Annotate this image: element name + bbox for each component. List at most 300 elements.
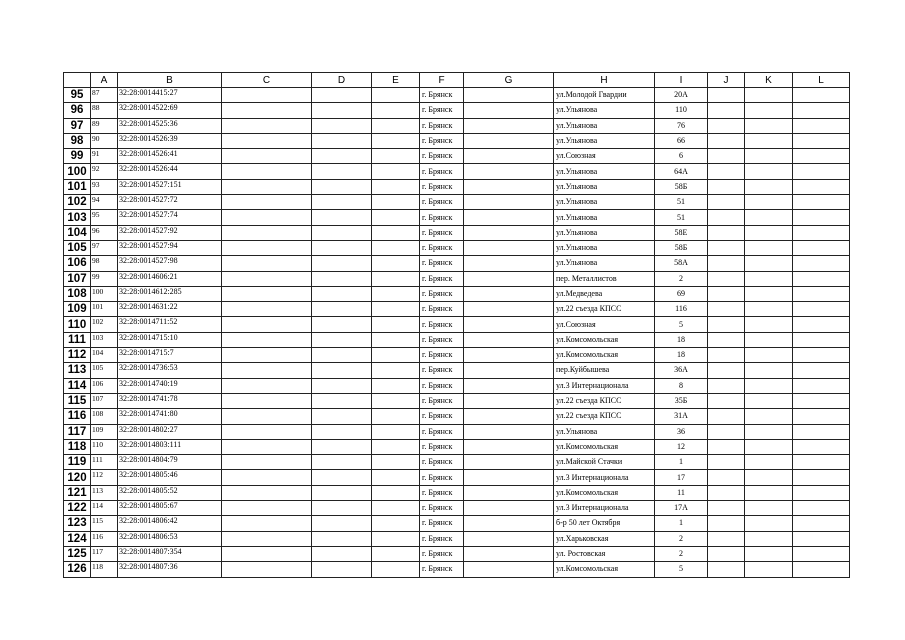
cell-k[interactable] — [745, 317, 793, 332]
cell-j[interactable] — [708, 378, 745, 393]
cell-a[interactable]: 109 — [91, 424, 118, 439]
cell-f[interactable]: г. Брянск — [420, 103, 464, 118]
cell-j[interactable] — [708, 562, 745, 577]
cell-h[interactable]: ул.Ульянова — [554, 424, 655, 439]
row-number[interactable]: 111 — [64, 332, 91, 347]
cell-e[interactable] — [372, 409, 420, 424]
cell-a[interactable]: 103 — [91, 332, 118, 347]
cell-k[interactable] — [745, 240, 793, 255]
cell-e[interactable] — [372, 562, 420, 577]
cell-h[interactable]: ул.Комсомольская — [554, 348, 655, 363]
cell-e[interactable] — [372, 210, 420, 225]
cell-i[interactable]: 8 — [655, 378, 708, 393]
cell-i[interactable]: 1 — [655, 455, 708, 470]
cell-h[interactable]: ул.Комсомольская — [554, 562, 655, 577]
cell-g[interactable] — [464, 501, 554, 516]
cell-d[interactable] — [312, 393, 372, 408]
cell-d[interactable] — [312, 470, 372, 485]
cell-f[interactable]: г. Брянск — [420, 393, 464, 408]
cell-a[interactable]: 112 — [91, 470, 118, 485]
cell-b[interactable]: 32:28:0014736:53 — [118, 363, 222, 378]
cell-k[interactable] — [745, 531, 793, 546]
cell-b[interactable]: 32:28:0014805:52 — [118, 485, 222, 500]
cell-h[interactable]: ул.Молодой Гвардии — [554, 88, 655, 103]
cell-f[interactable]: г. Брянск — [420, 562, 464, 577]
cell-j[interactable] — [708, 455, 745, 470]
cell-k[interactable] — [745, 179, 793, 194]
cell-a[interactable]: 87 — [91, 88, 118, 103]
cell-l[interactable] — [793, 562, 850, 577]
cell-i[interactable]: 17 — [655, 470, 708, 485]
cell-f[interactable]: г. Брянск — [420, 164, 464, 179]
cell-l[interactable] — [793, 455, 850, 470]
column-header-k[interactable]: K — [745, 73, 793, 88]
cell-g[interactable] — [464, 516, 554, 531]
cell-c[interactable] — [222, 393, 312, 408]
cell-b[interactable]: 32:28:0014525:36 — [118, 118, 222, 133]
cell-k[interactable] — [745, 164, 793, 179]
cell-g[interactable] — [464, 133, 554, 148]
row-number[interactable]: 99 — [64, 149, 91, 164]
cell-e[interactable] — [372, 118, 420, 133]
cell-d[interactable] — [312, 424, 372, 439]
cell-e[interactable] — [372, 286, 420, 301]
row-number[interactable]: 96 — [64, 103, 91, 118]
cell-f[interactable]: г. Брянск — [420, 409, 464, 424]
cell-k[interactable] — [745, 485, 793, 500]
cell-e[interactable] — [372, 179, 420, 194]
cell-l[interactable] — [793, 470, 850, 485]
cell-c[interactable] — [222, 133, 312, 148]
cell-k[interactable] — [745, 286, 793, 301]
row-number[interactable]: 115 — [64, 393, 91, 408]
corner-cell[interactable] — [64, 73, 91, 88]
cell-i[interactable]: 17А — [655, 501, 708, 516]
cell-d[interactable] — [312, 240, 372, 255]
cell-b[interactable]: 32:28:0014527:72 — [118, 195, 222, 210]
cell-c[interactable] — [222, 378, 312, 393]
cell-l[interactable] — [793, 103, 850, 118]
cell-i[interactable]: 66 — [655, 133, 708, 148]
cell-g[interactable] — [464, 286, 554, 301]
cell-a[interactable]: 115 — [91, 516, 118, 531]
cell-h[interactable]: ул.Майской Стачки — [554, 455, 655, 470]
cell-b[interactable]: 32:28:0014526:39 — [118, 133, 222, 148]
cell-a[interactable]: 91 — [91, 149, 118, 164]
cell-a[interactable]: 105 — [91, 363, 118, 378]
cell-l[interactable] — [793, 133, 850, 148]
cell-b[interactable]: 32:28:0014527:151 — [118, 179, 222, 194]
cell-e[interactable] — [372, 225, 420, 240]
cell-d[interactable] — [312, 317, 372, 332]
cell-l[interactable] — [793, 195, 850, 210]
cell-i[interactable]: 69 — [655, 286, 708, 301]
row-number[interactable]: 109 — [64, 302, 91, 317]
cell-g[interactable] — [464, 470, 554, 485]
row-number[interactable]: 125 — [64, 546, 91, 561]
cell-h[interactable]: ул.Ульянова — [554, 240, 655, 255]
cell-g[interactable] — [464, 424, 554, 439]
cell-k[interactable] — [745, 195, 793, 210]
cell-l[interactable] — [793, 271, 850, 286]
cell-i[interactable]: 51 — [655, 210, 708, 225]
cell-j[interactable] — [708, 424, 745, 439]
cell-c[interactable] — [222, 409, 312, 424]
cell-d[interactable] — [312, 210, 372, 225]
cell-b[interactable]: 32:28:0014711:52 — [118, 317, 222, 332]
column-header-i[interactable]: I — [655, 73, 708, 88]
cell-j[interactable] — [708, 133, 745, 148]
cell-l[interactable] — [793, 88, 850, 103]
cell-g[interactable] — [464, 149, 554, 164]
cell-a[interactable]: 93 — [91, 179, 118, 194]
cell-k[interactable] — [745, 562, 793, 577]
cell-e[interactable] — [372, 424, 420, 439]
cell-e[interactable] — [372, 378, 420, 393]
cell-d[interactable] — [312, 271, 372, 286]
cell-e[interactable] — [372, 516, 420, 531]
cell-a[interactable]: 116 — [91, 531, 118, 546]
cell-h[interactable]: ул.Медведева — [554, 286, 655, 301]
cell-f[interactable]: г. Брянск — [420, 133, 464, 148]
cell-h[interactable]: ул.Ульянова — [554, 225, 655, 240]
cell-e[interactable] — [372, 332, 420, 347]
cell-k[interactable] — [745, 149, 793, 164]
column-header-f[interactable]: F — [420, 73, 464, 88]
column-header-a[interactable]: A — [91, 73, 118, 88]
cell-j[interactable] — [708, 531, 745, 546]
cell-f[interactable]: г. Брянск — [420, 378, 464, 393]
cell-f[interactable]: г. Брянск — [420, 179, 464, 194]
cell-l[interactable] — [793, 164, 850, 179]
cell-f[interactable]: г. Брянск — [420, 439, 464, 454]
cell-l[interactable] — [793, 393, 850, 408]
cell-e[interactable] — [372, 302, 420, 317]
cell-c[interactable] — [222, 501, 312, 516]
cell-h[interactable]: ул.Комсомольская — [554, 485, 655, 500]
cell-j[interactable] — [708, 439, 745, 454]
cell-f[interactable]: г. Брянск — [420, 470, 464, 485]
row-number[interactable]: 124 — [64, 531, 91, 546]
cell-i[interactable]: 51 — [655, 195, 708, 210]
cell-j[interactable] — [708, 332, 745, 347]
cell-d[interactable] — [312, 256, 372, 271]
cell-b[interactable]: 32:28:0014527:98 — [118, 256, 222, 271]
cell-k[interactable] — [745, 103, 793, 118]
cell-h[interactable]: пер.Куйбышева — [554, 363, 655, 378]
cell-k[interactable] — [745, 378, 793, 393]
cell-a[interactable]: 118 — [91, 562, 118, 577]
cell-j[interactable] — [708, 516, 745, 531]
cell-h[interactable]: ул.Ульянова — [554, 256, 655, 271]
cell-c[interactable] — [222, 562, 312, 577]
cell-l[interactable] — [793, 485, 850, 500]
cell-b[interactable]: 32:28:0014807:36 — [118, 562, 222, 577]
cell-c[interactable] — [222, 302, 312, 317]
cell-e[interactable] — [372, 470, 420, 485]
cell-d[interactable] — [312, 88, 372, 103]
cell-i[interactable]: 110 — [655, 103, 708, 118]
row-number[interactable]: 112 — [64, 348, 91, 363]
cell-l[interactable] — [793, 348, 850, 363]
cell-c[interactable] — [222, 179, 312, 194]
cell-a[interactable]: 113 — [91, 485, 118, 500]
cell-d[interactable] — [312, 562, 372, 577]
cell-c[interactable] — [222, 271, 312, 286]
cell-c[interactable] — [222, 149, 312, 164]
cell-i[interactable]: 11 — [655, 485, 708, 500]
cell-h[interactable]: ул.Ульянова — [554, 179, 655, 194]
cell-h[interactable]: ул.Союзная — [554, 149, 655, 164]
cell-d[interactable] — [312, 439, 372, 454]
cell-e[interactable] — [372, 133, 420, 148]
cell-b[interactable]: 32:28:0014526:41 — [118, 149, 222, 164]
cell-h[interactable]: ул.3 Интернационала — [554, 378, 655, 393]
cell-i[interactable]: 2 — [655, 546, 708, 561]
cell-l[interactable] — [793, 516, 850, 531]
cell-k[interactable] — [745, 210, 793, 225]
cell-f[interactable]: г. Брянск — [420, 302, 464, 317]
row-number[interactable]: 116 — [64, 409, 91, 424]
cell-e[interactable] — [372, 164, 420, 179]
cell-a[interactable]: 89 — [91, 118, 118, 133]
column-header-l[interactable]: L — [793, 73, 850, 88]
cell-d[interactable] — [312, 531, 372, 546]
cell-k[interactable] — [745, 332, 793, 347]
cell-g[interactable] — [464, 562, 554, 577]
cell-d[interactable] — [312, 516, 372, 531]
cell-k[interactable] — [745, 470, 793, 485]
row-number[interactable]: 100 — [64, 164, 91, 179]
cell-e[interactable] — [372, 531, 420, 546]
cell-l[interactable] — [793, 363, 850, 378]
cell-k[interactable] — [745, 409, 793, 424]
cell-j[interactable] — [708, 225, 745, 240]
cell-d[interactable] — [312, 149, 372, 164]
cell-e[interactable] — [372, 393, 420, 408]
cell-g[interactable] — [464, 317, 554, 332]
cell-j[interactable] — [708, 348, 745, 363]
cell-e[interactable] — [372, 485, 420, 500]
cell-e[interactable] — [372, 317, 420, 332]
cell-k[interactable] — [745, 225, 793, 240]
row-number[interactable]: 103 — [64, 210, 91, 225]
cell-e[interactable] — [372, 149, 420, 164]
cell-j[interactable] — [708, 256, 745, 271]
cell-g[interactable] — [464, 195, 554, 210]
cell-d[interactable] — [312, 485, 372, 500]
cell-f[interactable]: г. Брянск — [420, 210, 464, 225]
cell-c[interactable] — [222, 470, 312, 485]
cell-a[interactable]: 99 — [91, 271, 118, 286]
cell-f[interactable]: г. Брянск — [420, 317, 464, 332]
cell-b[interactable]: 32:28:0014715:10 — [118, 332, 222, 347]
cell-k[interactable] — [745, 88, 793, 103]
cell-b[interactable]: 32:28:0014804:79 — [118, 455, 222, 470]
cell-j[interactable] — [708, 286, 745, 301]
cell-h[interactable]: ул.22 съезда КПСС — [554, 302, 655, 317]
cell-i[interactable]: 6 — [655, 149, 708, 164]
cell-c[interactable] — [222, 164, 312, 179]
cell-a[interactable]: 107 — [91, 393, 118, 408]
cell-k[interactable] — [745, 439, 793, 454]
cell-d[interactable] — [312, 378, 372, 393]
cell-f[interactable]: г. Брянск — [420, 286, 464, 301]
cell-c[interactable] — [222, 240, 312, 255]
cell-f[interactable]: г. Брянск — [420, 332, 464, 347]
cell-a[interactable]: 110 — [91, 439, 118, 454]
cell-j[interactable] — [708, 240, 745, 255]
cell-g[interactable] — [464, 546, 554, 561]
cell-i[interactable]: 31А — [655, 409, 708, 424]
cell-k[interactable] — [745, 455, 793, 470]
cell-e[interactable] — [372, 546, 420, 561]
cell-l[interactable] — [793, 378, 850, 393]
cell-i[interactable]: 2 — [655, 531, 708, 546]
cell-k[interactable] — [745, 133, 793, 148]
cell-j[interactable] — [708, 195, 745, 210]
cell-h[interactable]: пер. Металлистов — [554, 271, 655, 286]
row-number[interactable]: 123 — [64, 516, 91, 531]
cell-k[interactable] — [745, 393, 793, 408]
cell-i[interactable]: 76 — [655, 118, 708, 133]
cell-e[interactable] — [372, 103, 420, 118]
cell-c[interactable] — [222, 103, 312, 118]
cell-g[interactable] — [464, 225, 554, 240]
cell-i[interactable]: 64А — [655, 164, 708, 179]
cell-g[interactable] — [464, 363, 554, 378]
cell-c[interactable] — [222, 531, 312, 546]
cell-g[interactable] — [464, 210, 554, 225]
row-number[interactable]: 98 — [64, 133, 91, 148]
cell-b[interactable]: 32:28:0014740:19 — [118, 378, 222, 393]
cell-b[interactable]: 32:28:0014806:42 — [118, 516, 222, 531]
cell-f[interactable]: г. Брянск — [420, 225, 464, 240]
cell-g[interactable] — [464, 393, 554, 408]
row-number[interactable]: 107 — [64, 271, 91, 286]
cell-g[interactable] — [464, 256, 554, 271]
row-number[interactable]: 104 — [64, 225, 91, 240]
cell-d[interactable] — [312, 348, 372, 363]
cell-g[interactable] — [464, 439, 554, 454]
cell-g[interactable] — [464, 302, 554, 317]
cell-g[interactable] — [464, 271, 554, 286]
cell-j[interactable] — [708, 546, 745, 561]
cell-i[interactable]: 35Б — [655, 393, 708, 408]
cell-a[interactable]: 97 — [91, 240, 118, 255]
cell-c[interactable] — [222, 256, 312, 271]
column-header-j[interactable]: J — [708, 73, 745, 88]
cell-h[interactable]: ул.3 Интернационала — [554, 501, 655, 516]
cell-j[interactable] — [708, 485, 745, 500]
cell-i[interactable]: 12 — [655, 439, 708, 454]
cell-c[interactable] — [222, 424, 312, 439]
cell-d[interactable] — [312, 455, 372, 470]
cell-e[interactable] — [372, 363, 420, 378]
cell-g[interactable] — [464, 485, 554, 500]
cell-c[interactable] — [222, 546, 312, 561]
cell-b[interactable]: 32:28:0014805:67 — [118, 501, 222, 516]
row-number[interactable]: 106 — [64, 256, 91, 271]
row-number[interactable]: 114 — [64, 378, 91, 393]
cell-l[interactable] — [793, 149, 850, 164]
cell-f[interactable]: г. Брянск — [420, 118, 464, 133]
cell-a[interactable]: 102 — [91, 317, 118, 332]
cell-i[interactable]: 5 — [655, 562, 708, 577]
cell-l[interactable] — [793, 439, 850, 454]
column-header-d[interactable]: D — [312, 73, 372, 88]
cell-a[interactable]: 100 — [91, 286, 118, 301]
cell-f[interactable]: г. Брянск — [420, 455, 464, 470]
cell-e[interactable] — [372, 348, 420, 363]
cell-b[interactable]: 32:28:0014612:285 — [118, 286, 222, 301]
cell-e[interactable] — [372, 240, 420, 255]
cell-e[interactable] — [372, 195, 420, 210]
cell-a[interactable]: 108 — [91, 409, 118, 424]
cell-h[interactable]: ул.Ульянова — [554, 118, 655, 133]
cell-l[interactable] — [793, 531, 850, 546]
cell-d[interactable] — [312, 501, 372, 516]
cell-b[interactable]: 32:28:0014715:7 — [118, 348, 222, 363]
cell-j[interactable] — [708, 393, 745, 408]
cell-f[interactable]: г. Брянск — [420, 501, 464, 516]
row-number[interactable]: 119 — [64, 455, 91, 470]
cell-l[interactable] — [793, 179, 850, 194]
cell-b[interactable]: 32:28:0014415:27 — [118, 88, 222, 103]
cell-j[interactable] — [708, 317, 745, 332]
cell-j[interactable] — [708, 103, 745, 118]
cell-d[interactable] — [312, 118, 372, 133]
cell-c[interactable] — [222, 88, 312, 103]
cell-a[interactable]: 111 — [91, 455, 118, 470]
cell-h[interactable]: ул.22 съезда КПСС — [554, 409, 655, 424]
row-number[interactable]: 117 — [64, 424, 91, 439]
cell-h[interactable]: ул.Харьковская — [554, 531, 655, 546]
cell-a[interactable]: 104 — [91, 348, 118, 363]
cell-f[interactable]: г. Брянск — [420, 424, 464, 439]
cell-e[interactable] — [372, 455, 420, 470]
cell-c[interactable] — [222, 210, 312, 225]
cell-d[interactable] — [312, 302, 372, 317]
cell-e[interactable] — [372, 501, 420, 516]
cell-j[interactable] — [708, 271, 745, 286]
cell-f[interactable]: г. Брянск — [420, 485, 464, 500]
cell-i[interactable]: 36А — [655, 363, 708, 378]
cell-b[interactable]: 32:28:0014527:92 — [118, 225, 222, 240]
cell-f[interactable]: г. Брянск — [420, 149, 464, 164]
cell-i[interactable]: 18 — [655, 348, 708, 363]
row-number[interactable]: 121 — [64, 485, 91, 500]
cell-g[interactable] — [464, 455, 554, 470]
row-number[interactable]: 120 — [64, 470, 91, 485]
cell-l[interactable] — [793, 332, 850, 347]
cell-a[interactable]: 98 — [91, 256, 118, 271]
cell-k[interactable] — [745, 256, 793, 271]
cell-h[interactable]: ул.Комсомольская — [554, 439, 655, 454]
cell-h[interactable]: б-р 50 лет Октября — [554, 516, 655, 531]
cell-c[interactable] — [222, 225, 312, 240]
cell-k[interactable] — [745, 501, 793, 516]
cell-l[interactable] — [793, 546, 850, 561]
cell-i[interactable]: 1 — [655, 516, 708, 531]
cell-e[interactable] — [372, 439, 420, 454]
cell-l[interactable] — [793, 501, 850, 516]
cell-a[interactable]: 117 — [91, 546, 118, 561]
cell-c[interactable] — [222, 455, 312, 470]
row-number[interactable]: 122 — [64, 501, 91, 516]
cell-l[interactable] — [793, 256, 850, 271]
cell-d[interactable] — [312, 286, 372, 301]
